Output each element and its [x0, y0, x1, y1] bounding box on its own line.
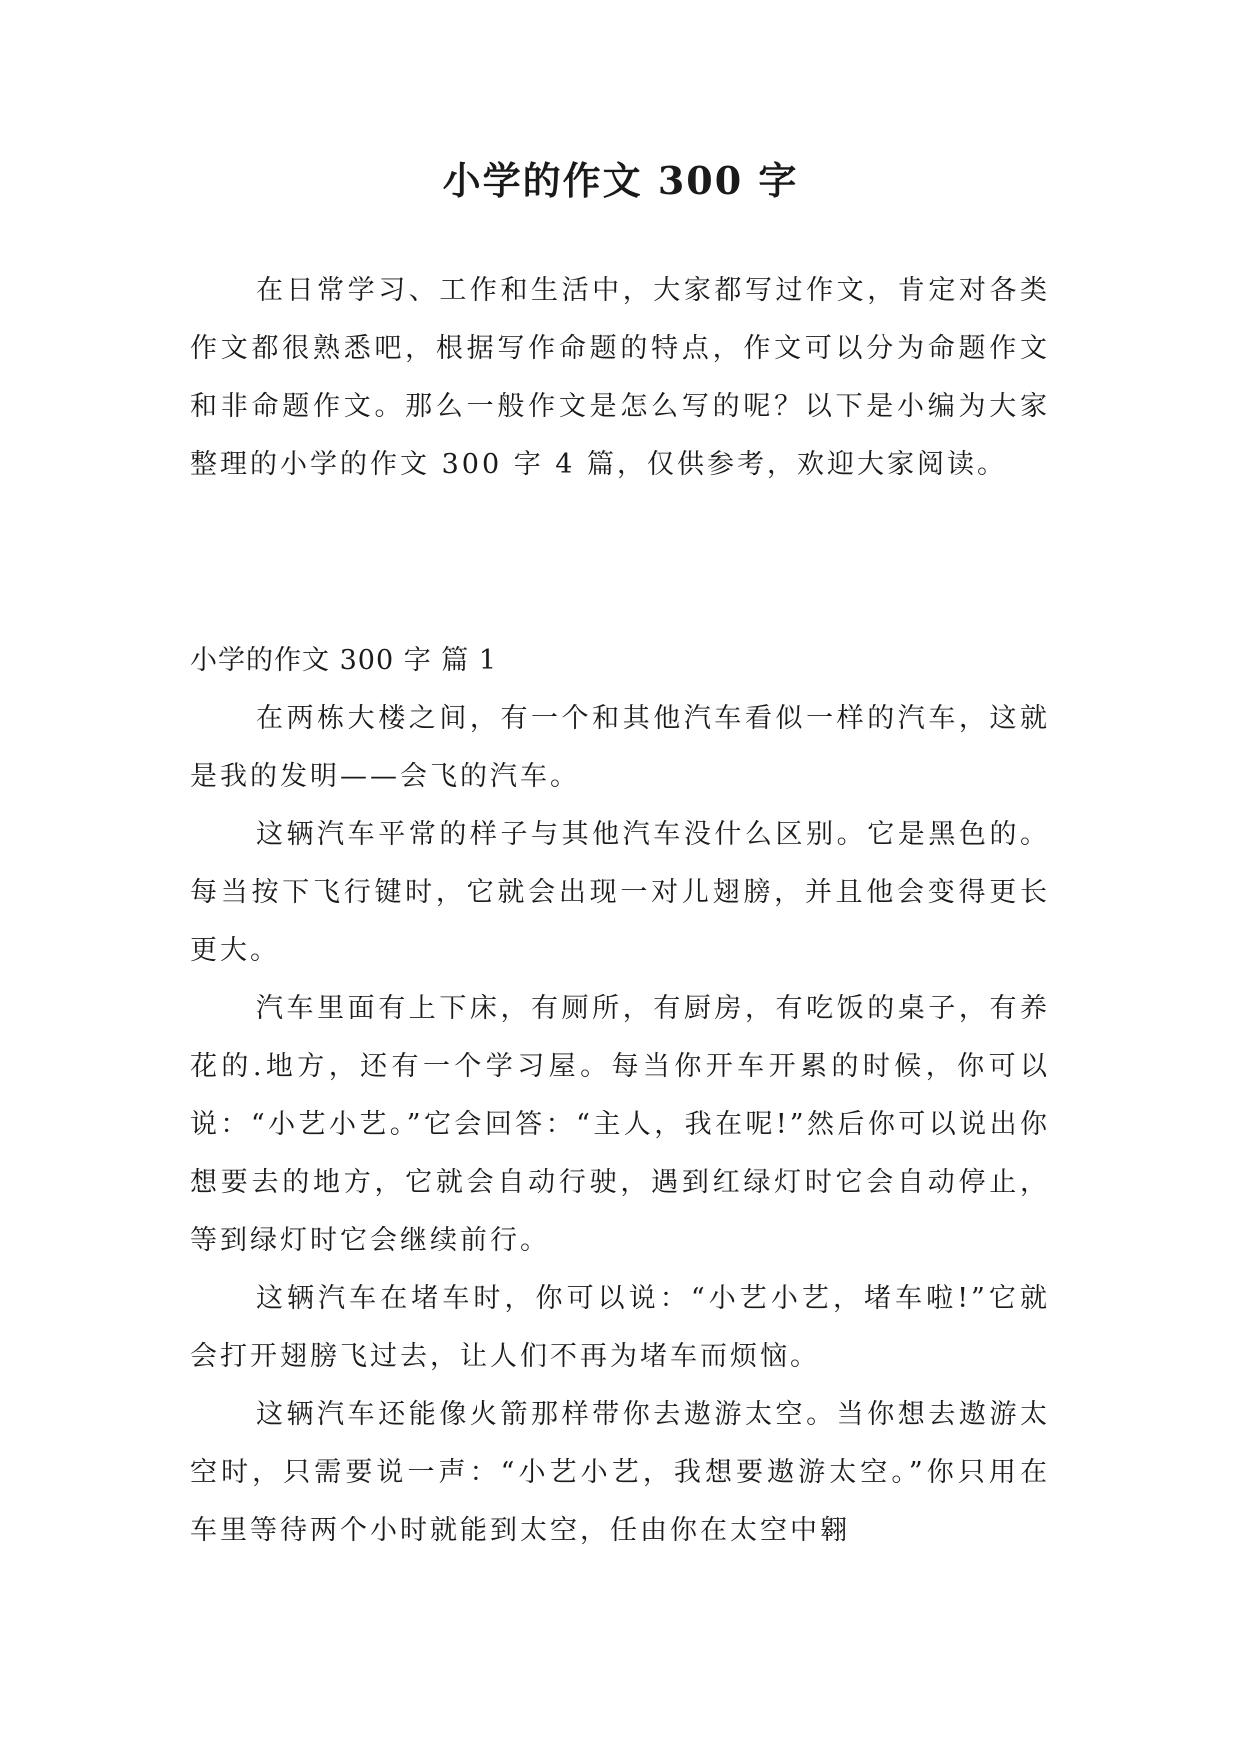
essay-body [190, 690, 1050, 1560]
intro-paragraph: 在日常学习、工作和生活中，大家都写过作文，肯定对各类作文都很熟悉吧，根据写作命题的特点，作文可以分为命题作文和非命题作文。那么一般作文是怎么写的呢？以下是小编为大家整理的小学的作文 300 字 4 篇，仅供参考，欢迎大家阅读。 [190, 275, 1050, 480]
essay-paragraph: 这辆汽车还能像火箭那样带你去遨游太空。当你想去遨游太空时，只需要说一声：“小艺小艺，我想要遨游太空。”你只用在车里等待两个小时就能到太空，任由你在太空中翱 [190, 1399, 1050, 1546]
essay-paragraph: 这辆汽车在堵车时，你可以说：“小艺小艺，堵车啦!”它就会打开翅膀飞过去，让人们不再为堵车而烦恼。 [190, 1283, 1050, 1372]
essay-paragraph: 在两栋大楼之间，有一个和其他汽车看似一样的汽车，这就是我的发明——会飞的汽车。 [190, 703, 1050, 792]
essay-paragraph: 这辆汽车平常的样子与其他汽车没什么区别。它是黑色的。每当按下飞行键时，它就会出现一对儿翅膀，并且他会变得更长更大。 [190, 819, 1050, 966]
section-heading: 小学的作文 300 字 篇 1 [190, 645, 498, 676]
page-title: 小学的作文 300 字 [442, 158, 799, 203]
essay-paragraph: 汽车里面有上下床，有厕所，有厨房，有吃饭的桌子，有养花的.地方，还有一个学习屋。每当你开车开累的时候，你可以说：“小艺小艺。”它会回答：“主人，我在呢!”然后你可以说出你想要去的地方，它就会自动行驶，遇到红绿灯时它会自动停止，等到绿灯时它会继续前行。 [190, 993, 1050, 1256]
intro-block [190, 262, 1050, 494]
